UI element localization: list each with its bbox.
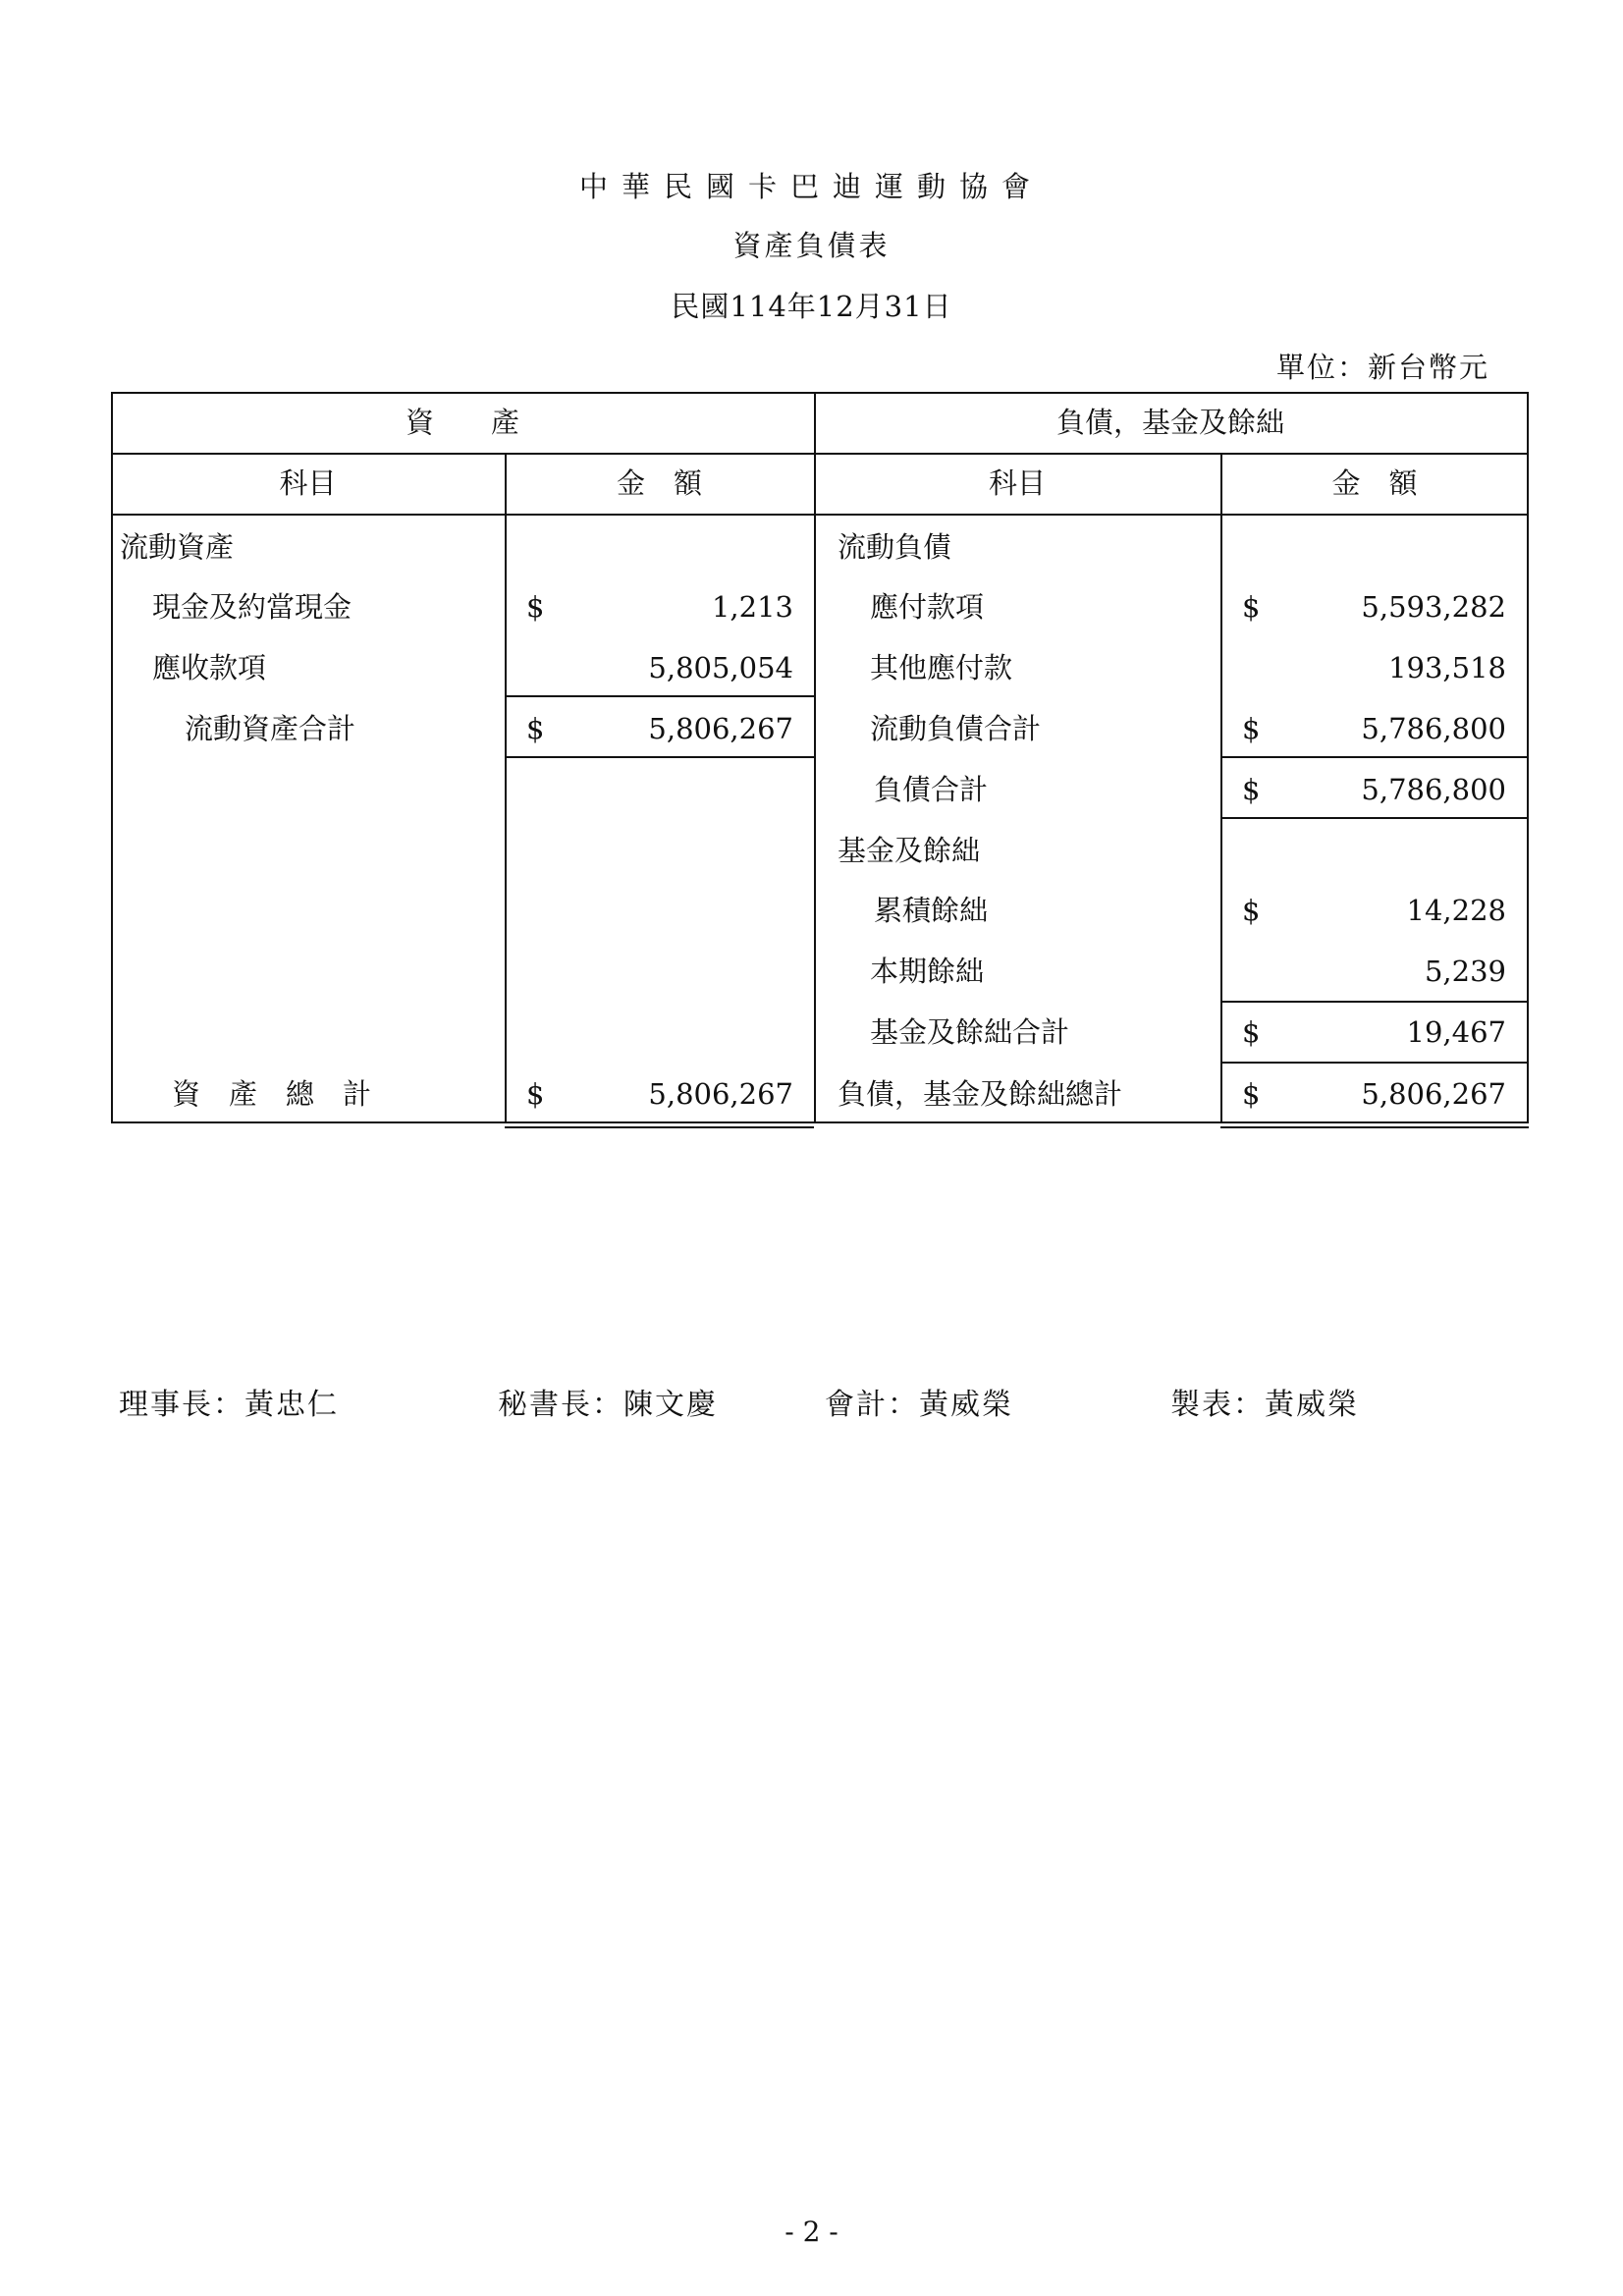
accounts-payable-dollar-sign: $: [1242, 590, 1261, 624]
grand-total-label: 負債，基金及餘絀總計: [838, 1077, 1123, 1111]
accountant-signature: 會計：黃威榮: [825, 1388, 1013, 1422]
fund-balance-total-amount: 19,467: [1406, 1015, 1506, 1049]
period-balance-label: 本期餘絀: [870, 955, 985, 988]
liabilities-amount-column-header: 金 額: [1331, 466, 1418, 500]
assets-amount-column-header: 金 額: [616, 466, 702, 500]
current-assets-subtotal-amount: 5,806,267: [648, 712, 793, 745]
document-title: 資產負債表: [732, 229, 891, 262]
fund-balance-total-label: 基金及餘絀合計: [870, 1015, 1070, 1049]
total-assets-dollar-sign: $: [526, 1077, 545, 1111]
liabilities-header: 負債，基金及餘絀: [1055, 406, 1284, 439]
other-payables-amount: 193,518: [1388, 651, 1506, 684]
total-liabilities-amount: 5,786,800: [1361, 773, 1506, 806]
accounts-payable-amount: 5,593,282: [1361, 590, 1506, 624]
accumulated-balance-label: 累積餘絀: [874, 894, 989, 927]
cash-label: 現金及約當現金: [152, 590, 352, 624]
liabilities-item-column-header: 科目: [988, 466, 1046, 500]
assets-item-column-header: 科目: [279, 466, 337, 500]
grand-total-amount: 5,806,267: [1361, 1077, 1506, 1111]
current-liabilities-total-dollar-sign: $: [1242, 712, 1261, 745]
preparer-signature: 製表：黃威榮: [1170, 1388, 1359, 1422]
current-assets-subtotal-label: 流動資產合計: [185, 712, 356, 745]
accounts-payable-label: 應付款項: [870, 590, 985, 624]
current-liabilities-total-label: 流動負債合計: [870, 712, 1042, 745]
page-number: - 2 -: [784, 2215, 839, 2248]
accumulated-balance-amount: 14,228: [1406, 894, 1506, 927]
fund-balance-total-dollar-sign: $: [1242, 1015, 1261, 1049]
grand-total-dollar-sign: $: [1242, 1077, 1261, 1111]
total-assets-amount: 5,806,267: [648, 1077, 793, 1111]
currency-unit: 單位：新台幣元: [1275, 351, 1489, 384]
accumulated-balance-dollar-sign: $: [1242, 894, 1261, 927]
other-payables-label: 其他應付款: [870, 651, 1013, 684]
total-liabilities-dollar-sign: $: [1242, 773, 1261, 806]
total-assets-label: 資 產 總 計: [172, 1077, 372, 1111]
fund-balance-heading: 基金及餘絀: [838, 834, 981, 867]
assets-header: 資 產: [405, 406, 519, 439]
cash-dollar-sign: $: [526, 590, 545, 624]
organization-name: 中華民國卡巴迪運動協會: [578, 170, 1044, 203]
current-assets-heading: 流動資產: [120, 530, 235, 564]
total-liabilities-label: 負債合計: [874, 773, 989, 806]
receivables-amount: 5,805,054: [648, 651, 793, 684]
period-balance-amount: 5,239: [1424, 955, 1506, 988]
receivables-label: 應收款項: [152, 651, 267, 684]
current-liabilities-heading: 流動負債: [838, 530, 952, 564]
current-liabilities-total-amount: 5,786,800: [1361, 712, 1506, 745]
chairman-signature: 理事長：黃忠仁: [119, 1388, 339, 1422]
cash-amount: 1,213: [711, 590, 793, 624]
secretary-signature: 秘書長：陳文慶: [498, 1388, 718, 1422]
current-assets-subtotal-dollar-sign: $: [526, 712, 545, 745]
report-date: 民國114年12月31日: [671, 290, 952, 323]
